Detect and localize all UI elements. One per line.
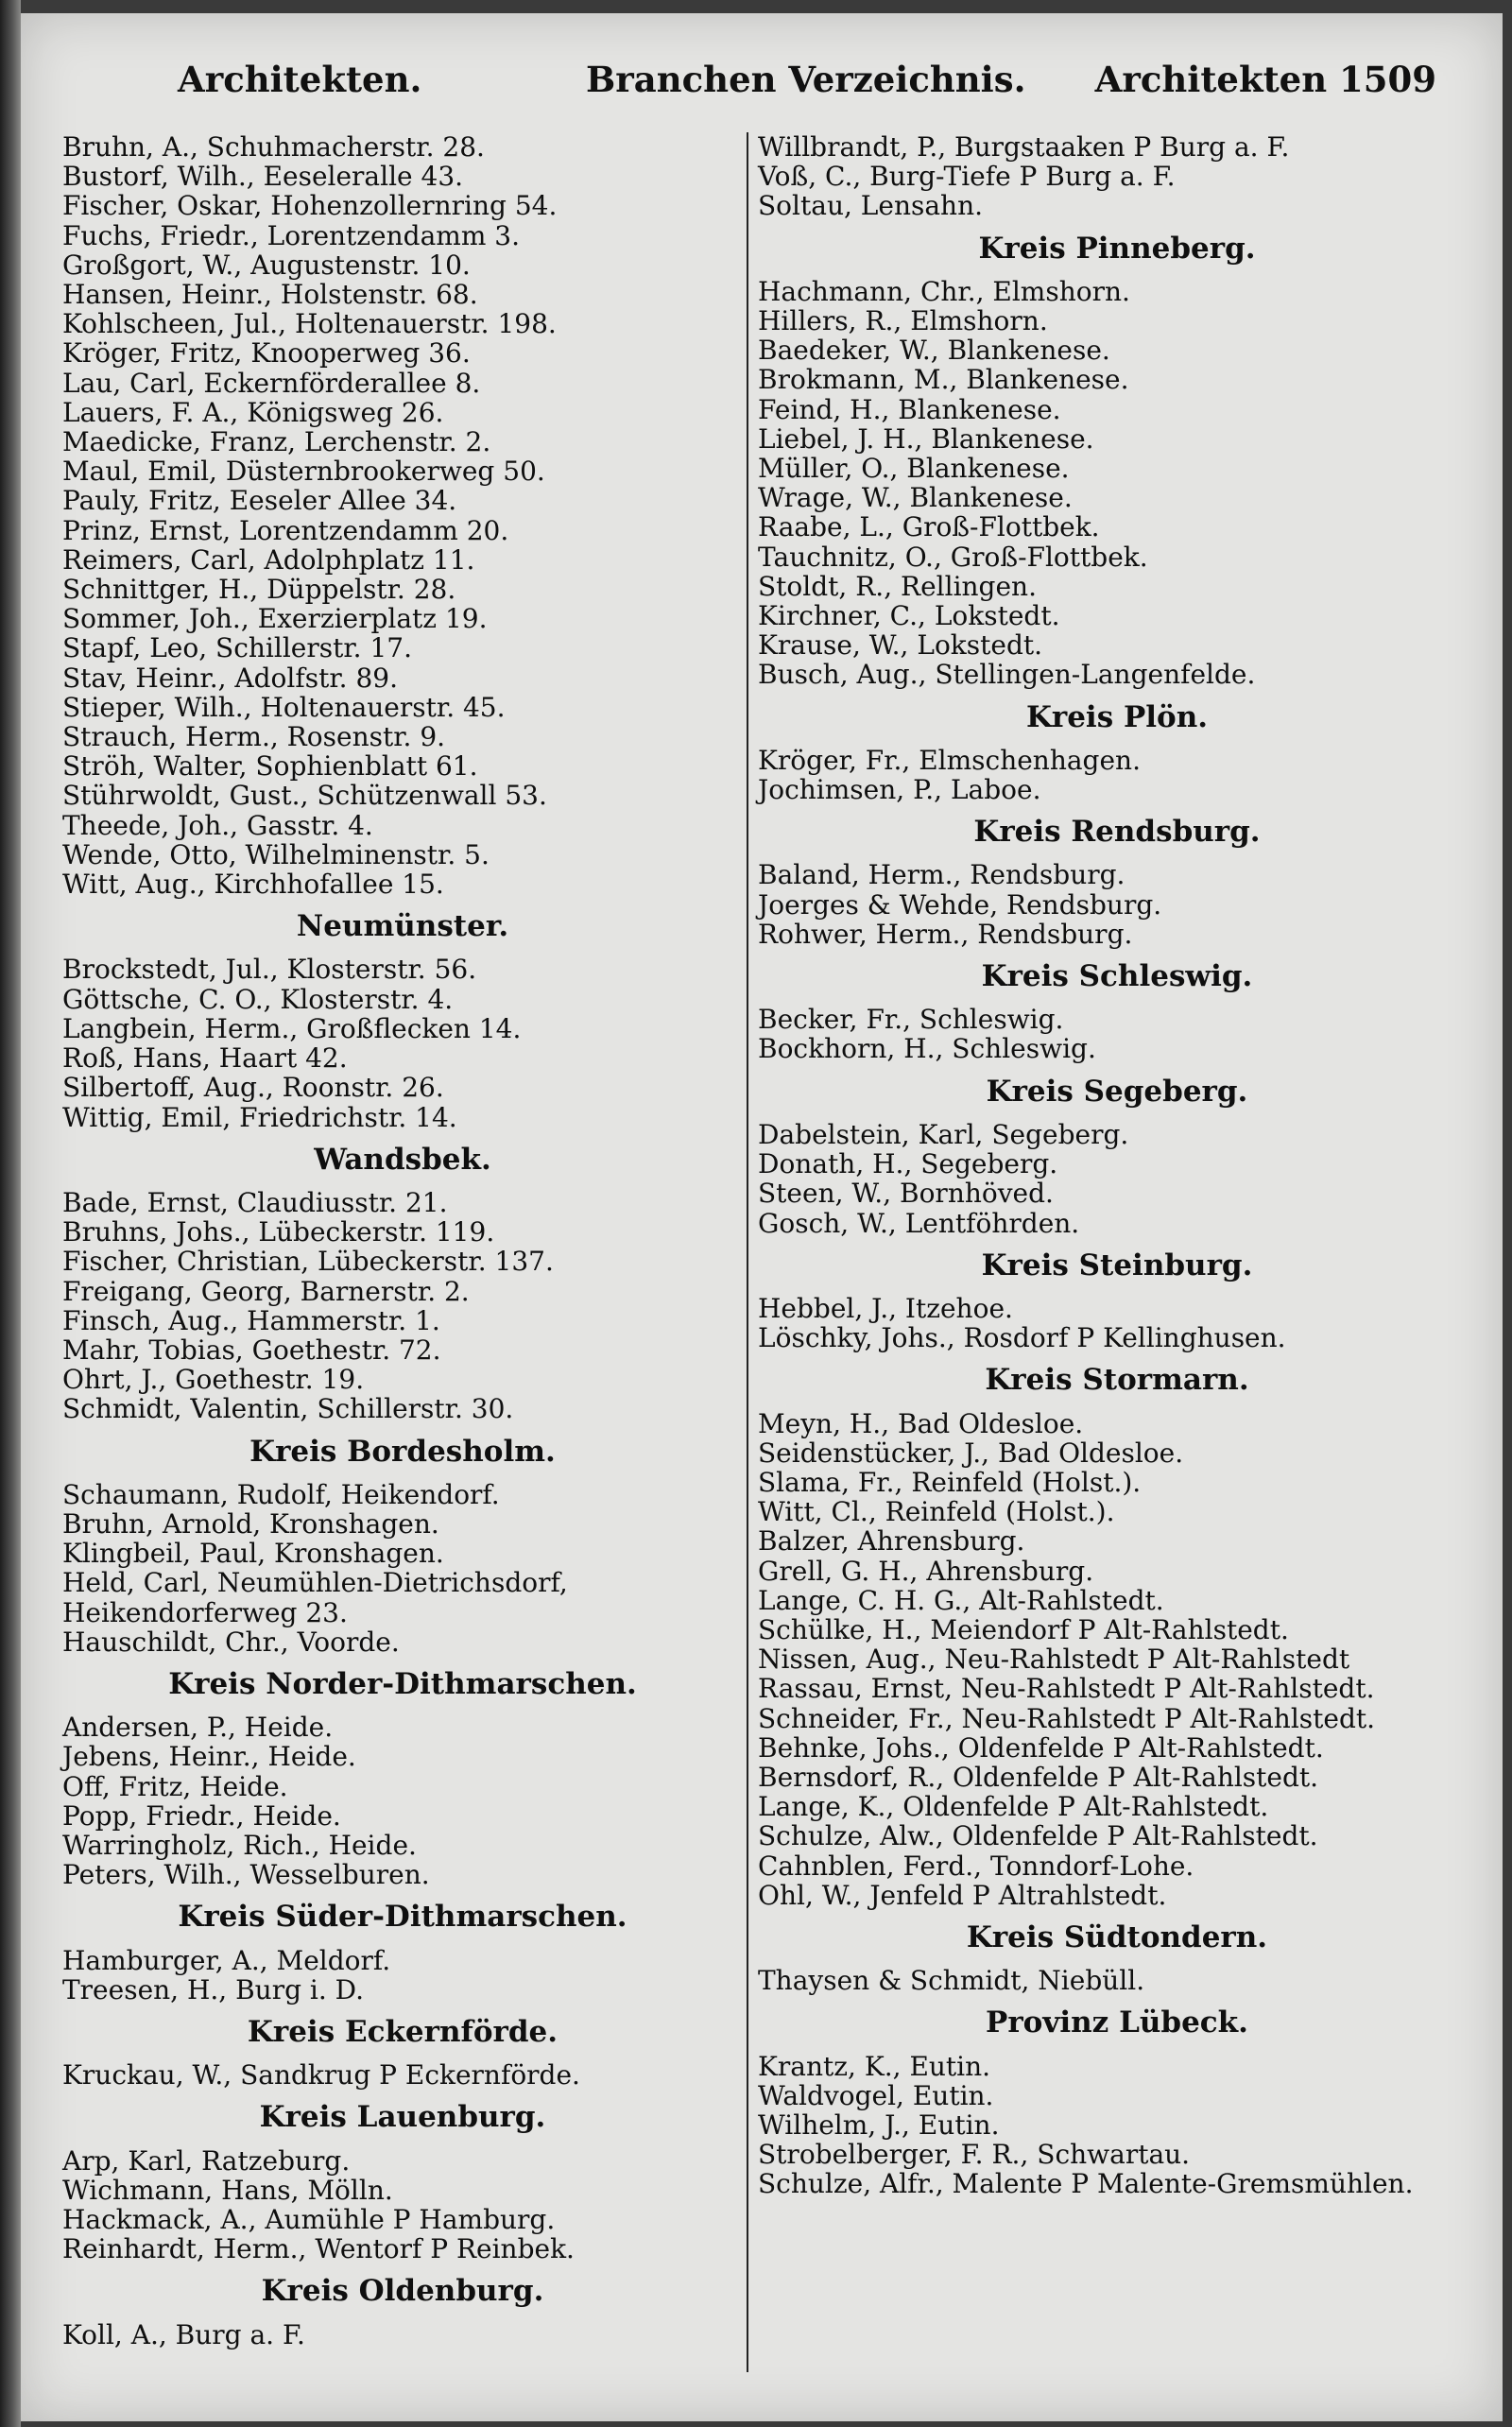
directory-entry: Reinhardt, Herm., Wentorf P Reinbek. <box>62 2233 575 2265</box>
directory-entry: Krantz, K., Eutin. <box>758 2050 991 2082</box>
directory-entry: Großgort, W., Augustenstr. 10. <box>62 249 471 281</box>
directory-entry: Slama, Fr., Reinfeld (Holst.). <box>758 1466 1142 1498</box>
directory-entry: Becker, Fr., Schleswig. <box>758 1004 1064 1036</box>
left-column <box>62 132 743 2350</box>
directory-entry: Ohl, W., Jenfeld P Altrahlstedt. <box>758 1879 1167 1911</box>
directory-entry: Treesen, H., Burg i. D. <box>62 1973 365 2005</box>
section-heading: Kreis Bordesholm. <box>249 1434 556 1469</box>
directory-entry: Peters, Wilh., Wesselburen. <box>62 1859 430 1891</box>
directory-entry: Willbrandt, P., Burgstaaken P Burg a. F. <box>758 131 1290 163</box>
directory-entry: Nissen, Aug., Neu-Rahlstedt P Alt-Rahlstedt <box>758 1644 1350 1676</box>
directory-entry: Witt, Cl., Reinfeld (Holst.). <box>758 1496 1115 1528</box>
directory-entry: Hauschildt, Chr., Voorde. <box>62 1626 400 1658</box>
directory-entry: Lange, C. H. G., Alt-Rahlstedt. <box>758 1584 1164 1616</box>
section-heading: Kreis Rendsburg. <box>973 815 1261 850</box>
directory-entry: Hebbel, J., Itzehoe. <box>758 1292 1013 1324</box>
directory-entry: Held, Carl, Neumühlen-Dietrichsdorf, Heikendorferweg 23. <box>62 1567 568 1628</box>
section-heading: Kreis Steinburg. <box>981 1248 1253 1282</box>
directory-entry: Lauers, F. A., Königsweg 26. <box>62 396 444 428</box>
directory-entry: Soltau, Lensahn. <box>758 190 983 222</box>
directory-entry: Seidenstücker, J., Bad Oldesloe. <box>758 1437 1184 1469</box>
directory-entry: Schmidt, Valentin, Schillerstr. 30. <box>62 1393 514 1425</box>
directory-entry: Tauchnitz, O., Groß-Flottbek. <box>758 541 1148 573</box>
directory-entry: Wittig, Emil, Friedrichstr. 14. <box>62 1101 457 1133</box>
right-column <box>758 132 1476 2199</box>
directory-entry: Bruhn, Arnold, Kronshagen. <box>62 1507 439 1540</box>
directory-entry: Jochimsen, P., Laboe. <box>758 774 1041 806</box>
directory-entry: Hachmann, Chr., Elmshorn. <box>758 275 1130 307</box>
section-heading: Kreis Eckernförde. <box>247 2014 558 2049</box>
directory-entry: Löschky, Johs., Rosdorf P Kellinghusen. <box>758 1322 1286 1354</box>
directory-entry: Brockstedt, Jul., Klosterstr. 56. <box>62 954 477 986</box>
directory-entry: Maedicke, Franz, Lerchenstr. 2. <box>62 426 491 458</box>
directory-entry: Warringholz, Rich., Heide. <box>62 1829 417 1861</box>
directory-entry: Cahnblen, Ferd., Tonndorf-Lohe. <box>758 1850 1194 1882</box>
directory-entry: Bernsdorf, R., Oldenfelde P Alt-Rahlstedt. <box>758 1761 1319 1793</box>
directory-entry: Hackmack, A., Aumühle P Hamburg. <box>62 2204 556 2235</box>
directory-entry: Thaysen & Schmidt, Niebüll. <box>758 1965 1145 1997</box>
section-heading: Kreis Stormarn. <box>985 1363 1249 1398</box>
directory-entry: Strauch, Herm., Rosenstr. 9. <box>62 721 446 753</box>
directory-entry: Reimers, Carl, Adolphplatz 11. <box>62 543 475 576</box>
directory-entry: Göttsche, C. O., Klosterstr. 4. <box>62 983 454 1015</box>
directory-entry: Silbertoff, Aug., Roonstr. 26. <box>62 1072 444 1104</box>
section-heading: Provinz Lübeck. <box>986 2005 1248 2040</box>
directory-entry: Baedeker, W., Blankenese. <box>758 335 1110 367</box>
directory-entry: Schneider, Fr., Neu-Rahlstedt P Alt-Rahlstedt. <box>758 1702 1376 1734</box>
directory-entry: Feind, H., Blankenese. <box>758 393 1061 425</box>
directory-entry: Joerges & Wehde, Rendsburg. <box>758 888 1162 921</box>
directory-entry: Wichmann, Hans, Mölln. <box>62 2174 393 2206</box>
directory-entry: Kruckau, W., Sandkrug P Eckernförde. <box>62 2059 580 2091</box>
section-heading: Kreis Pinneberg. <box>978 231 1256 266</box>
section-heading: Kreis Süder-Dithmarschen. <box>178 1900 627 1935</box>
directory-entry: Fuchs, Friedr., Lorentzendamm 3. <box>62 219 520 251</box>
directory-entry: Sommer, Joh., Exerzierplatz 19. <box>62 603 488 635</box>
directory-entry: Stieper, Wilh., Holtenauerstr. 45. <box>62 691 506 723</box>
directory-entry: Maul, Emil, Düsternbrookerweg 50. <box>62 456 545 488</box>
directory-entry: Klingbeil, Paul, Kronshagen. <box>62 1538 444 1570</box>
page-header <box>151 59 1436 115</box>
section-heading: Kreis Lauenburg. <box>259 2100 546 2135</box>
directory-entry: Witt, Aug., Kirchhofallee 15. <box>62 869 444 901</box>
directory-entry: Schulze, Alw., Oldenfelde P Alt-Rahlstedt. <box>758 1820 1318 1852</box>
directory-entry: Müller, O., Blankenese. <box>758 453 1070 485</box>
directory-entry: Stapf, Leo, Schillerstr. 17. <box>62 632 413 664</box>
directory-entry: Lau, Carl, Eckernförderallee 8. <box>62 367 481 399</box>
directory-entry: Raabe, L., Groß-Flottbek. <box>758 511 1100 543</box>
directory-entry: Grell, G. H., Ahrensburg. <box>758 1555 1094 1587</box>
directory-entry: Meyn, H., Bad Oldesloe. <box>758 1407 1084 1439</box>
directory-entry: Kirchner, C., Lokstedt. <box>758 600 1060 632</box>
directory-entry: Wilhelm, J., Eutin. <box>758 2109 1000 2141</box>
directory-entry: Bruhn, A., Schuhmacherstr. 28. <box>62 131 485 163</box>
directory-entry: Stav, Heinr., Adolfstr. 89. <box>62 662 398 694</box>
directory-entry: Donath, H., Segeberg. <box>758 1148 1058 1180</box>
directory-entry: Kohlscheen, Jul., Holtenauerstr. 198. <box>62 308 557 340</box>
section-heading: Kreis Südtondern. <box>966 1919 1268 1954</box>
directory-entry: Off, Fritz, Heide. <box>62 1770 288 1802</box>
directory-entry: Lange, K., Oldenfelde P Alt-Rahlstedt. <box>758 1791 1269 1823</box>
directory-entry: Liebel, J. H., Blankenese. <box>758 422 1094 455</box>
directory-entry: Bustorf, Wilh., Eeseleralle 43. <box>62 161 464 193</box>
directory-entry: Mahr, Tobias, Goethestr. 72. <box>62 1334 441 1366</box>
directory-entry: Hansen, Heinr., Holstenstr. 68. <box>62 279 478 311</box>
directory-entry: Hillers, R., Elmshorn. <box>758 305 1048 337</box>
directory-entry: Finsch, Aug., Hammerstr. 1. <box>62 1304 440 1336</box>
directory-entry: Busch, Aug., Stellingen-Langenfelde. <box>758 659 1256 691</box>
directory-entry: Strobelberger, F. R., Schwartau. <box>758 2139 1191 2171</box>
directory-entry: Pauly, Fritz, Eeseler Allee 34. <box>62 485 457 517</box>
directory-entry: Fischer, Oskar, Hohenzollernring 54. <box>62 190 558 222</box>
directory-entry: Brokmann, M., Blankenese. <box>758 364 1129 396</box>
directory-entry: Dabelstein, Karl, Segeberg. <box>758 1118 1129 1150</box>
directory-entry: Bockhorn, H., Schleswig. <box>758 1033 1096 1065</box>
directory-entry: Rohwer, Herm., Rendsburg. <box>758 918 1133 950</box>
directory-entry: Popp, Friedr., Heide. <box>62 1799 341 1832</box>
directory-entry: Roß, Hans, Haart 42. <box>62 1042 348 1075</box>
header-left: Architekten. <box>178 59 422 100</box>
header-center: Branchen Verzeichnis. <box>586 59 1026 100</box>
directory-entry: Kröger, Fr., Elmschenhagen. <box>758 744 1141 776</box>
directory-entry: Wende, Otto, Wilhelminenstr. 5. <box>62 838 490 870</box>
directory-entry: Baland, Herm., Rendsburg. <box>758 859 1125 891</box>
directory-entry: Langbein, Herm., Großflecken 14. <box>62 1012 522 1044</box>
directory-entry: Stoldt, R., Rellingen. <box>758 570 1037 602</box>
directory-entry: Andersen, P., Heide. <box>62 1712 334 1744</box>
directory-entry: Koll, A., Burg a. F. <box>62 2318 305 2350</box>
section-heading: Kreis Norder-Dithmarschen. <box>168 1666 637 1701</box>
section-heading: Kreis Plön. <box>1025 699 1209 734</box>
directory-entry: Schnittger, H., Düppelstr. 28. <box>62 574 456 606</box>
section-heading: Kreis Segeberg. <box>986 1074 1248 1109</box>
directory-entry: Bruhns, Johs., Lübeckerstr. 119. <box>62 1216 495 1248</box>
directory-entry: Freigang, Georg, Barnerstr. 2. <box>62 1275 470 1307</box>
directory-entry: Prinz, Ernst, Lorentzendamm 20. <box>62 514 509 546</box>
directory-entry: Kröger, Fritz, Knooperweg 36. <box>62 337 471 370</box>
directory-entry: Ohrt, J., Goethestr. 19. <box>62 1364 365 1396</box>
directory-entry: Theede, Joh., Gasstr. 4. <box>62 809 373 841</box>
directory-entry: Arp, Karl, Ratzeburg. <box>62 2144 351 2177</box>
directory-entry: Schaumann, Rudolf, Heikendorf. <box>62 1478 500 1510</box>
directory-entry: Waldvogel, Eutin. <box>758 2079 994 2111</box>
column-divider <box>747 132 748 2372</box>
directory-entry: Steen, W., Bornhöved. <box>758 1178 1054 1210</box>
directory-entry: Fischer, Christian, Lübeckerstr. 137. <box>62 1246 554 1278</box>
section-heading: Wandsbek. <box>314 1142 491 1177</box>
directory-entry: Jebens, Heinr., Heide. <box>62 1741 356 1773</box>
directory-entry: Ströh, Walter, Sophienblatt 61. <box>62 750 478 783</box>
directory-entry: Schülke, H., Meiendorf P Alt-Rahlstedt. <box>758 1613 1289 1645</box>
section-heading: Kreis Oldenburg. <box>261 2274 544 2309</box>
directory-entry: Behnke, Johs., Oldenfelde P Alt-Rahlstedt. <box>758 1731 1324 1764</box>
section-heading: Neumünster. <box>296 909 509 944</box>
directory-entry: Voß, C., Burg-Tiefe P Burg a. F. <box>758 161 1176 193</box>
section-heading: Kreis Schleswig. <box>981 959 1253 994</box>
directory-entry: Hamburger, A., Meldorf. <box>62 1944 391 1976</box>
header-right: Architekten 1509 <box>1094 59 1436 100</box>
directory-entry: Gosch, W., Lentföhrden. <box>758 1207 1080 1239</box>
directory-entry: Balzer, Ahrensburg. <box>758 1525 1025 1558</box>
directory-entry: Stührwoldt, Gust., Schützenwall 53. <box>62 780 547 812</box>
directory-entry: Schulze, Alfr., Malente P Malente-Gremsmühlen. <box>758 2168 1414 2200</box>
directory-entry: Krause, W., Lokstedt. <box>758 629 1043 662</box>
directory-entry: Wrage, W., Blankenese. <box>758 482 1073 514</box>
directory-entry: Bade, Ernst, Claudiusstr. 21. <box>62 1186 448 1218</box>
page-left-edge <box>0 0 21 2427</box>
directory-entry: Rassau, Ernst, Neu-Rahlstedt P Alt-Rahlstedt. <box>758 1673 1375 1705</box>
